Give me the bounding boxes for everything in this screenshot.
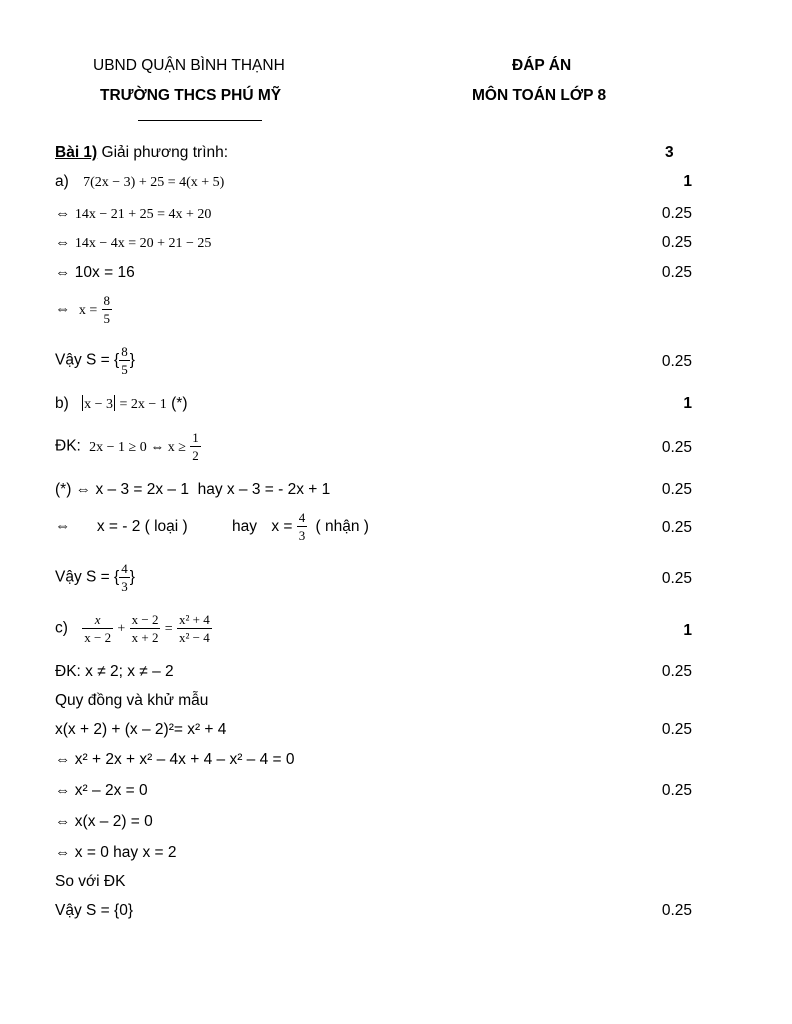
problem-instruction: Giải phương trình:	[97, 144, 229, 161]
fraction: $\frac{1}{2}$	[192, 430, 199, 463]
header-divider	[138, 120, 262, 121]
doc-title: ĐÁP ÁN	[512, 57, 572, 74]
problem-heading	[55, 144, 228, 162]
part-c-step-4: ⇔ x(x – 2) = 0	[55, 813, 153, 830]
part-b-step-1-points: 0.25	[661, 481, 692, 498]
part-c-step-3-points: 0.25	[661, 782, 692, 799]
part-a-step-2: ⇔ 14x − 4x = 20 + 21 − 25	[55, 234, 212, 251]
part-a-step-4: ⇔ x = $\frac{8}{5}$	[55, 293, 111, 326]
fraction: $\frac{4}{3}$	[298, 510, 306, 543]
part-a-equation	[55, 173, 224, 191]
doc-subtitle: MÔN TOÁN LỚP 8	[472, 87, 607, 104]
fraction: $\frac{x}{x - 2}$	[84, 612, 112, 645]
part-a-step-3: ⇔ 10x = 16	[55, 264, 135, 281]
part-c-conclusion-points: 0.25	[661, 902, 692, 919]
part-c-label: c)	[55, 619, 68, 637]
part-c-step-1: x(x + 2) + (x – 2)²= x² + 4	[55, 721, 227, 738]
fraction: $\frac{x - 2}{x + 2}$	[131, 612, 159, 645]
part-a-step-2-points: 0.25	[661, 234, 692, 251]
part-c-step-3: ⇔ x² – 2x = 0	[55, 782, 148, 799]
part-c-common-denominator: Quy đồng và khử mẫu	[55, 692, 209, 709]
part-b-condition: ĐK: 2x − 1 ≥ 0 ⇔ x ≥ $\frac{1}{2}$	[55, 430, 199, 463]
part-b-step-2-points: 0.25	[661, 519, 692, 536]
part-b-step-1: (*) ⇔ x – 3 = 2x – 1 hay x – 3 = - 2x + 1	[55, 481, 331, 498]
part-b-points: 1	[683, 395, 692, 412]
part-c-step-5: ⇔ x = 0 hay x = 2	[55, 844, 177, 861]
part-c-step-2: ⇔ x² + 2x + x² – 4x + 4 – x² – 4 = 0	[55, 751, 295, 768]
part-c-equation: c) $\frac{x}{x - 2}$ + $\frac{x - 2}{x + 2}$ = $\frac{\text{x² + 4}}{\text{x² − 4}}$	[55, 612, 210, 645]
part-b-label: b)	[55, 395, 69, 412]
part-a-points: 1	[683, 173, 692, 190]
part-a-formula: 7(2x − 3) + 25 = 4(x + 5)	[83, 175, 225, 190]
part-c-step-1-points: 0.25	[661, 721, 692, 738]
part-a-step-1-expr: 14x − 21 + 25 = 4x + 20	[74, 207, 212, 222]
part-c-points: 1	[683, 622, 692, 639]
problem-total-points: 3	[665, 144, 674, 161]
part-b-condition-points: 0.25	[661, 439, 692, 456]
part-c-condition-points: 0.25	[661, 663, 692, 680]
part-c-condition: ĐK: x ≠ 2; x ≠ – 2	[55, 663, 174, 680]
part-b-step-2: ⇔ x = - 2 ( loại ) hay x = $\frac{4}{3}$ ( nhận )	[55, 510, 369, 543]
school-name: TRƯỜNG THCS PHÚ MỸ	[100, 87, 282, 104]
district-name: UBND QUẬN BÌNH THẠNH	[93, 57, 285, 74]
part-a-conclusion: Vậy S = { $\frac{8}{5}$ }	[55, 344, 135, 377]
part-a-step-1: ⇔ 14x − 21 + 25 = 4x + 20	[55, 205, 212, 222]
part-b-conclusion-points: 0.25	[661, 570, 692, 587]
fraction: $\frac{4}{3}$	[121, 561, 128, 594]
part-c-conclusion: Vậy S = {0}	[55, 902, 133, 919]
fraction: $\frac{8}{5}$	[103, 293, 111, 326]
fraction: $\frac{8}{5}$	[121, 344, 128, 377]
part-a-step-1-points: 0.25	[661, 205, 692, 222]
part-c-compare: So với ĐK	[55, 873, 126, 890]
part-b-equation: b) x − 3 = 2x − 1 (*)	[55, 395, 188, 412]
fraction: $\frac{\text{x² + 4}}{\text{x² − 4}}$	[178, 612, 210, 645]
part-a-step-2-expr: 14x − 4x = 20 + 21 − 25	[74, 236, 212, 251]
part-a-step-3-points: 0.25	[661, 264, 692, 281]
part-b-conclusion: Vậy S = { $\frac{4}{3}$ }	[55, 561, 135, 594]
part-a-label: a)	[55, 173, 69, 190]
problem-number: Bài 1)	[55, 144, 98, 161]
part-a-conclusion-points: 0.25	[661, 353, 692, 370]
